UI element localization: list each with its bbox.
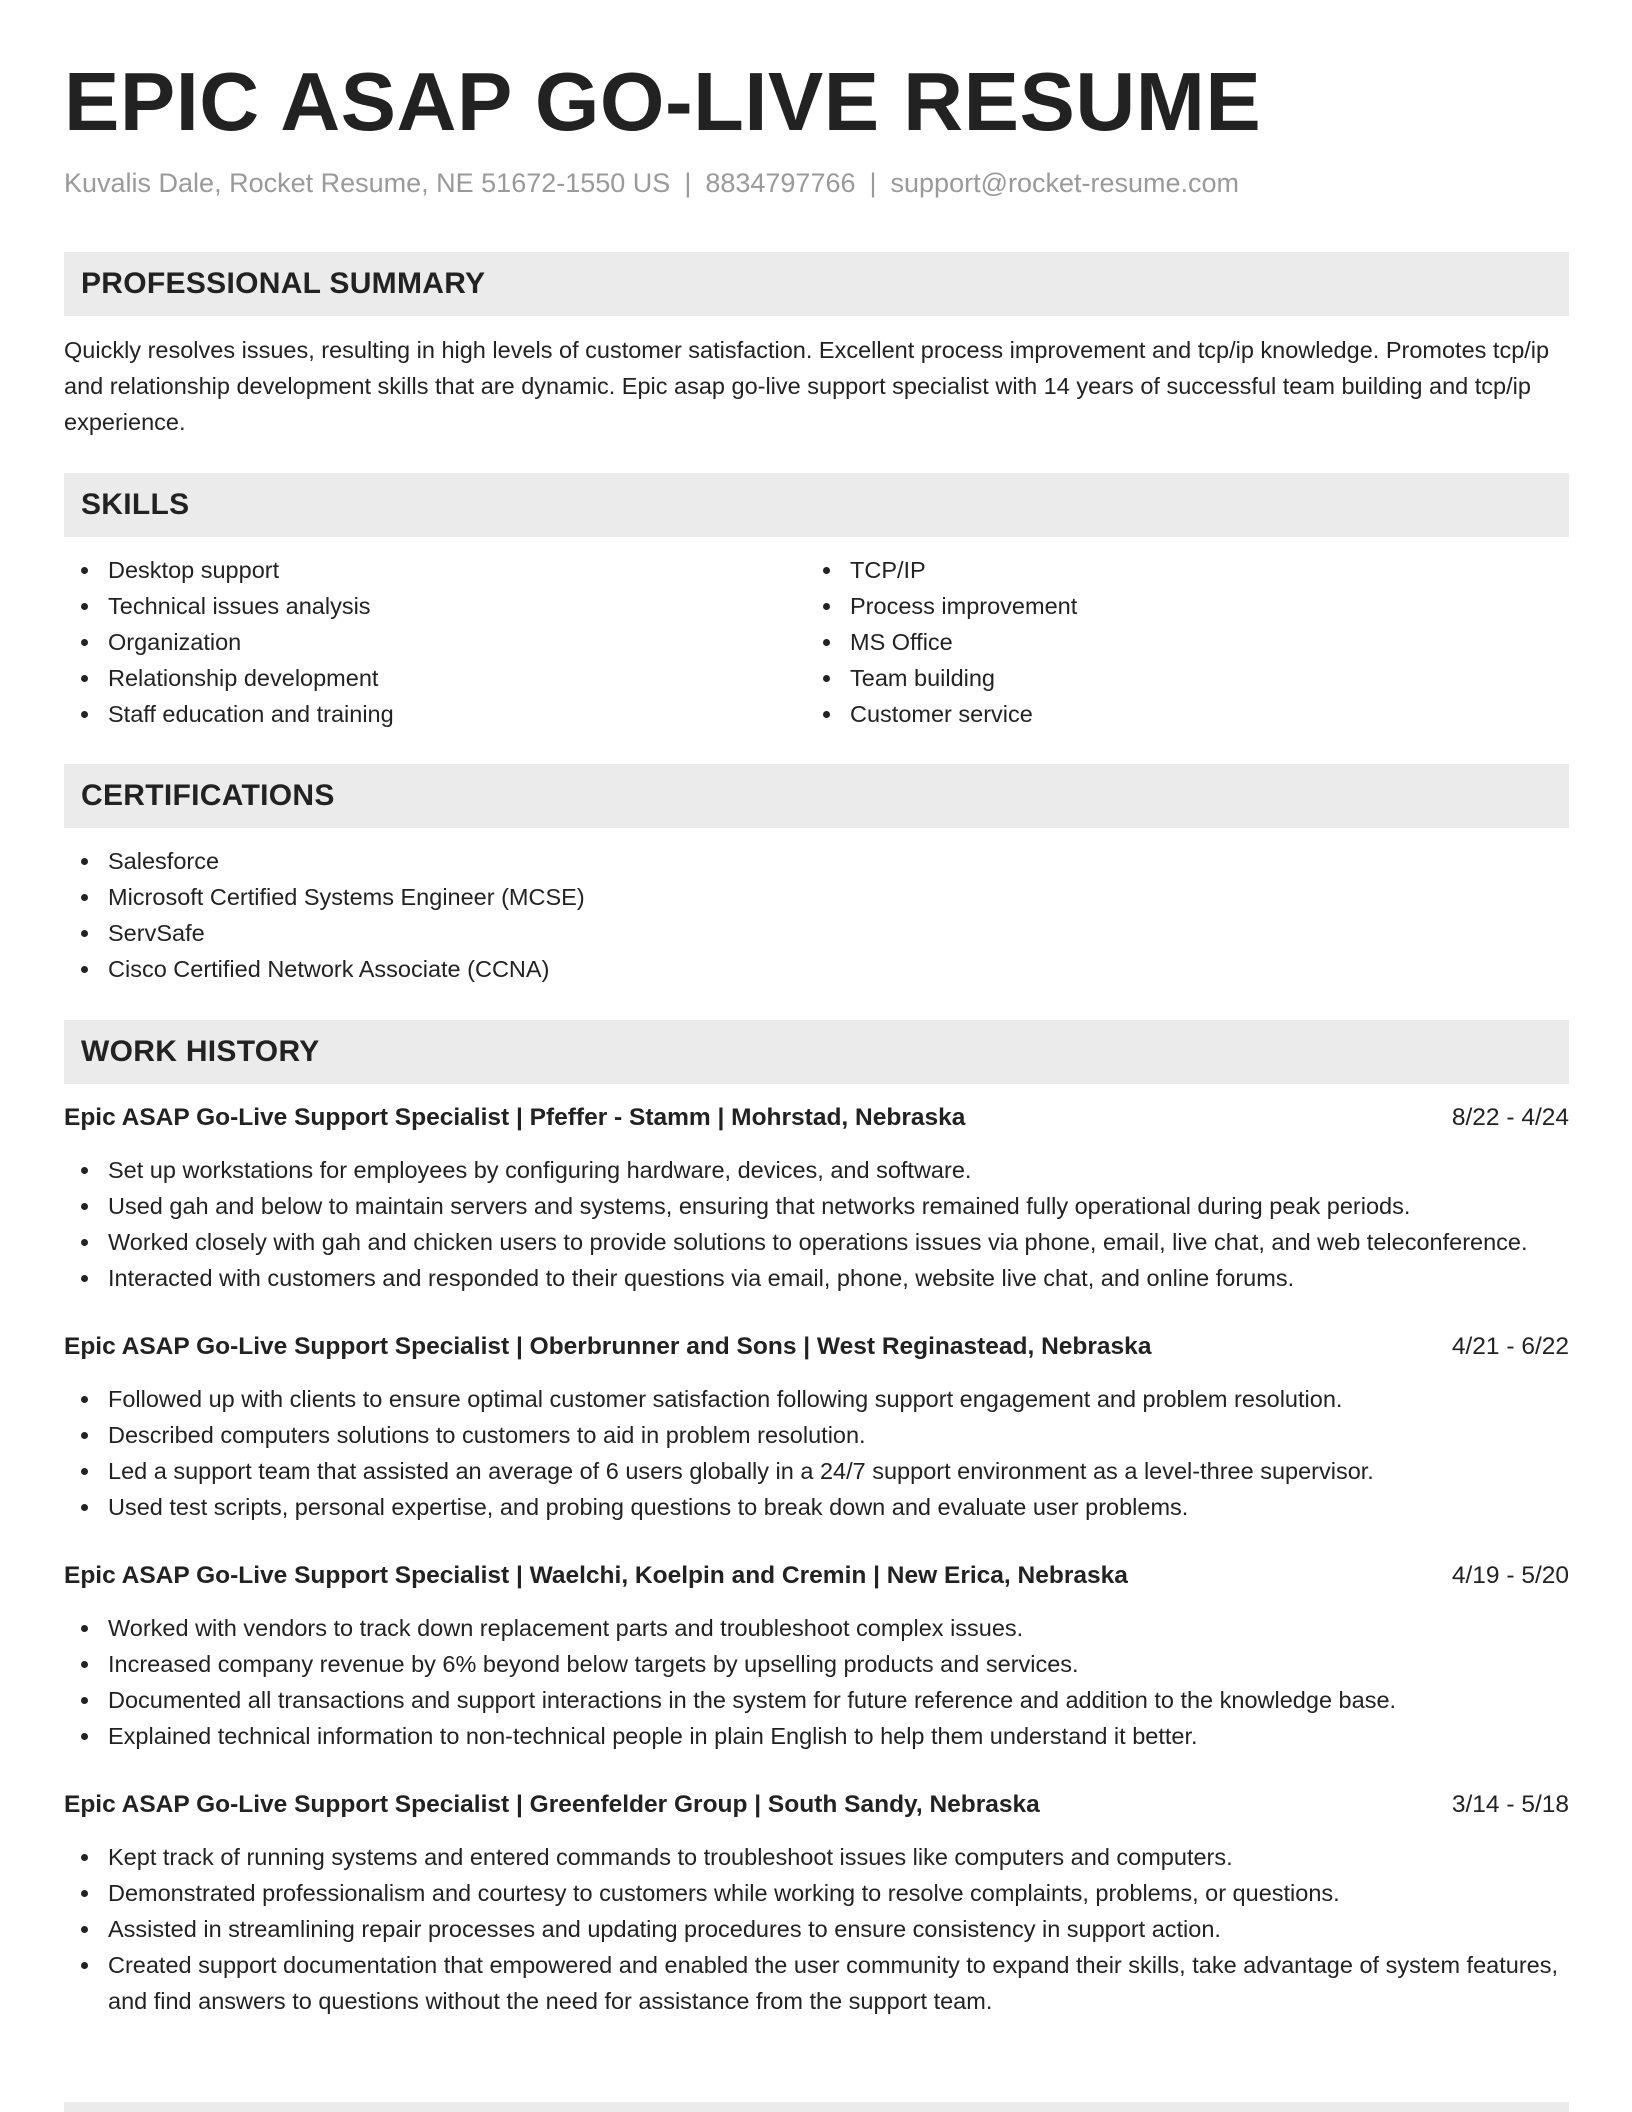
next-section-heading-band <box>64 2102 1569 2112</box>
section-heading-summary: PROFESSIONAL SUMMARY <box>64 252 1569 316</box>
section-heading-skills: SKILLS <box>64 473 1569 537</box>
skills-columns <box>64 552 1569 732</box>
contact-separator: | <box>869 168 877 198</box>
job-entry <box>64 1787 1569 2019</box>
job-title: Epic ASAP Go-Live Support Specialist | Pfeffer - Stamm | Mohrstad, Nebraska <box>64 1104 966 1131</box>
job-header <box>64 1100 1569 1136</box>
job-title: Epic ASAP Go-Live Support Specialist | Greenfelder Group | South Sandy, Nebraska <box>64 1791 1040 1818</box>
job-bullets <box>64 1152 1569 1296</box>
job-dates: 4/21 - 6/22 <box>1451 1333 1569 1360</box>
job-bullet: Interacted with customers and responded to their questions via email, phone, website live chat, and online forums. <box>64 1260 1569 1296</box>
skill-item: Organization <box>64 624 806 660</box>
certification-item: Microsoft Certified Systems Engineer (MCSE) <box>64 879 1569 915</box>
job-bullet: Used test scripts, personal expertise, and probing questions to break down and evaluate user problems. <box>64 1489 1569 1525</box>
certification-item: Salesforce <box>64 843 1569 879</box>
job-bullet: Explained technical information to non-technical people in plain English to help them understand it better. <box>64 1718 1569 1754</box>
section-heading-work-history: WORK HISTORY <box>64 1020 1569 1084</box>
job-bullet: Set up workstations for employees by configuring hardware, devices, and software. <box>64 1152 1569 1188</box>
skill-item: Staff education and training <box>64 696 806 732</box>
job-entry <box>64 1329 1569 1525</box>
skill-item: Technical issues analysis <box>64 588 806 624</box>
skill-item: Team building <box>806 660 1548 696</box>
job-bullet: Created support documentation that empowered and enabled the user community to expand their skills, take advantage of system features, and find answers to questions without the need for assistance from the support team. <box>64 1947 1569 2019</box>
job-bullet: Worked with vendors to track down replacement parts and troubleshoot complex issues. <box>64 1610 1569 1646</box>
job-bullet: Increased company revenue by 6% beyond below targets by upselling products and services. <box>64 1646 1569 1682</box>
job-bullet: Assisted in streamlining repair processes and updating procedures to ensure consistency in support action. <box>64 1911 1569 1947</box>
contact-separator: | <box>684 168 692 198</box>
job-bullet: Described computers solutions to customers to aid in problem resolution. <box>64 1417 1569 1453</box>
skill-item: TCP/IP <box>806 552 1548 588</box>
job-header <box>64 1787 1569 1823</box>
skill-item: Desktop support <box>64 552 806 588</box>
certification-item: Cisco Certified Network Associate (CCNA) <box>64 951 1569 987</box>
contact-address: Kuvalis Dale, Rocket Resume, NE 51672-1550 US <box>64 168 671 198</box>
certifications-list <box>64 843 1569 987</box>
job-dates: 4/19 - 5/20 <box>1451 1562 1569 1589</box>
skill-item: Process improvement <box>806 588 1548 624</box>
job-entry <box>64 1558 1569 1754</box>
job-bullet: Worked closely with gah and chicken users to provide solutions to operations issues via phone, email, live chat, and web teleconference. <box>64 1224 1569 1260</box>
job-dates: 8/22 - 4/24 <box>1451 1104 1569 1131</box>
job-title: Epic ASAP Go-Live Support Specialist | Waelchi, Koelpin and Cremin | New Erica, Nebraska <box>64 1562 1128 1589</box>
resume-title: EPIC ASAP GO-LIVE RESUME <box>64 55 1262 148</box>
job-bullet: Kept track of running systems and entered commands to troubleshoot issues like computers and computers. <box>64 1839 1569 1875</box>
skills-list-left <box>64 552 806 732</box>
job-bullet: Used gah and below to maintain servers and systems, ensuring that networks remained fully operational during peak periods. <box>64 1188 1569 1224</box>
skills-list-right <box>806 552 1548 732</box>
job-bullet: Documented all transactions and support interactions in the system for future reference and addition to the knowledge base. <box>64 1682 1569 1718</box>
contact-phone[interactable]: 8834797766 <box>705 168 856 198</box>
contact-line <box>64 166 1569 200</box>
job-entry <box>64 1100 1569 1296</box>
job-bullets <box>64 1610 1569 1754</box>
skill-item: Relationship development <box>64 660 806 696</box>
summary-text: Quickly resolves issues, resulting in high levels of customer satisfaction. Excellent process improvement and tcp/ip knowledge. Promotes tcp/ip and relationship development skills that are dynamic. Epic asap go-live support specialist with 14 years of successful team building and tcp/ip experience. <box>64 337 1550 435</box>
contact-email[interactable]: support@rocket-resume.com <box>890 168 1240 198</box>
job-title: Epic ASAP Go-Live Support Specialist | Oberbrunner and Sons | West Reginastead, Nebraska <box>64 1333 1152 1360</box>
section-heading-certifications: CERTIFICATIONS <box>64 764 1569 828</box>
job-header <box>64 1558 1569 1594</box>
job-bullet: Led a support team that assisted an average of 6 users globally in a 24/7 support environment as a level-three supervisor. <box>64 1453 1569 1489</box>
skill-item: MS Office <box>806 624 1548 660</box>
job-bullet: Demonstrated professionalism and courtesy to customers while working to resolve complaints, problems, or questions. <box>64 1875 1569 1911</box>
job-header <box>64 1329 1569 1365</box>
skill-item: Customer service <box>806 696 1548 732</box>
resume-page <box>64 52 1569 2019</box>
job-bullet: Followed up with clients to ensure optimal customer satisfaction following support engagement and problem resolution. <box>64 1381 1569 1417</box>
job-bullets <box>64 1381 1569 1525</box>
job-dates: 3/14 - 5/18 <box>1451 1791 1569 1818</box>
job-bullets <box>64 1839 1569 2019</box>
certification-item: ServSafe <box>64 915 1569 951</box>
